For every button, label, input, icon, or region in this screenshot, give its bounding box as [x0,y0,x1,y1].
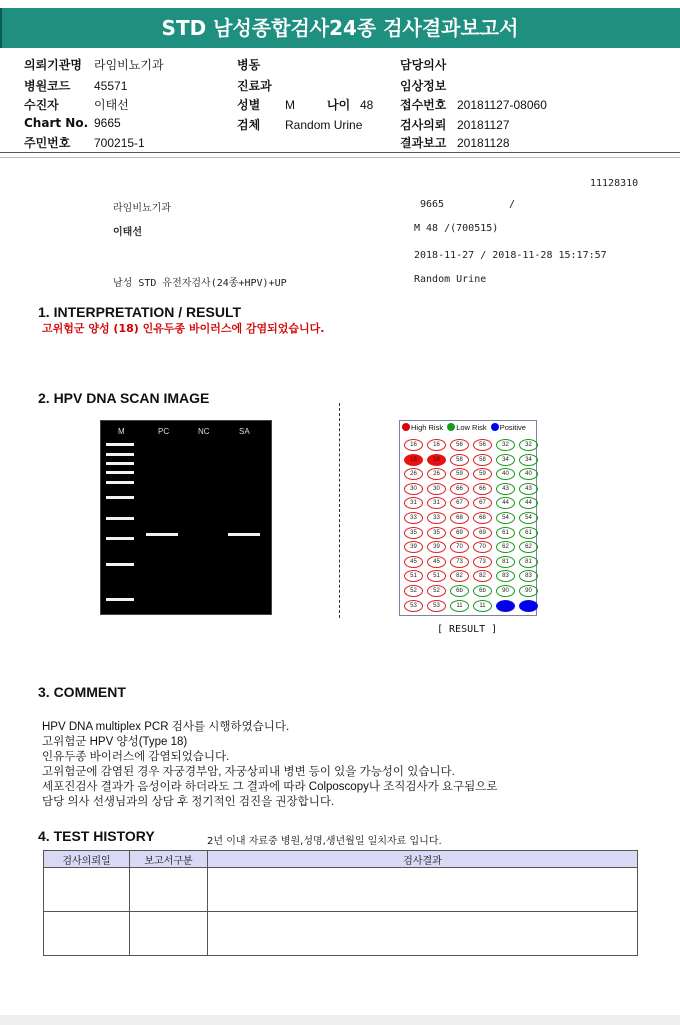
ladder-band [106,462,134,465]
header-department: 진료과 [237,79,272,93]
hpv-type-cell: 34 [519,454,538,466]
sub-dates: 2018-11-27 / 2018-11-28 15:17:57 [414,250,607,261]
hpv-type-cell: 11 [473,600,492,612]
legend-positive: Positive [499,423,526,432]
lane-label-nc: NC [198,427,210,436]
report-title: STD 남성종합검사24종 검사결과보고서 [0,8,680,48]
hpv-type-cell: 16 [404,439,423,451]
hpv-type-cell: 69 [473,527,492,539]
pc-band [146,533,178,536]
hpv-type-cell: 39 [404,541,423,553]
hpv-type-cell: 54 [496,512,515,524]
lane-label-pc: PC [158,427,170,436]
hpv-type-cell: 81 [519,556,538,568]
hpv-type-cell: 66 [450,483,469,495]
hpv-type-cell: 53 [427,600,446,612]
grid-legend [402,423,526,432]
hpv-type-cell: 30 [404,483,423,495]
hpv-type-cell: 53 [404,600,423,612]
ladder-band [106,471,134,474]
ladder-band [106,517,134,520]
hpv-type-cell: 69 [450,527,469,539]
hpv-type-cell [496,600,515,612]
interpretation-result: 고위험군 양성 (18) 인유두종 바이러스에 감염되었습니다. [42,322,325,335]
header-divider [0,152,680,153]
section-comment-title: 3. COMMENT [38,684,126,700]
title-accent [0,8,2,48]
hpv-type-cell: 82 [450,570,469,582]
hpv-type-cell: 73 [450,556,469,568]
comment-line: 세포진검사 결과가 음성이라 하더라도 그 결과에 따라 Colposcopy나 조직검사가 요구됨으로 [42,781,498,793]
lane-label-sa: SA [239,427,250,436]
lane-label-m: M [118,427,125,436]
hpv-type-cell: 35 [427,527,446,539]
history-header-result: 검사결과 [208,851,638,868]
history-note: 2년 이내 자료중 병원,성명,생년월일 일치자료 입니다. [207,836,442,847]
hpv-type-cell: 39 [427,541,446,553]
hpv-type-cell: 40 [519,468,538,480]
hpv-type-cell: 26 [404,468,423,480]
sub-chart: 9665 [420,199,445,210]
legend-high-risk: High Risk [411,423,444,432]
hpv-type-cell: 59 [450,468,469,480]
hpv-type-cell: 43 [519,483,538,495]
ladder-band [106,563,134,566]
hpv-type-cell: 90 [496,585,515,597]
low-risk-dot-icon [447,423,455,431]
header-request-date: 검사의뢰 20181127 [400,118,510,132]
hpv-result-grid [399,420,537,616]
ladder-band [106,496,134,499]
hpv-type-cell: 33 [427,512,446,524]
positive-dot-icon [491,423,499,431]
hpv-type-cell: 70 [473,541,492,553]
hpv-type-cell: 44 [496,497,515,509]
ladder-band [106,453,134,456]
high-risk-dot-icon [402,423,410,431]
sub-clinic: 라임비뇨기과 [113,203,171,214]
ladder-band [106,443,134,446]
hpv-type-cell: 18 [404,454,423,466]
hpv-type-cell: 6b [450,585,469,597]
hpv-type-cell: 32 [496,439,515,451]
hpv-type-cell: 18 [427,454,446,466]
hpv-type-cell: 56 [450,439,469,451]
hpv-type-cell: 83 [519,570,538,582]
comment-line: 고위험군에 감염된 경우 자궁경부암, 자궁상피내 병변 등이 있을 가능성이 있습니다. [42,766,455,778]
hpv-type-cell: 34 [496,454,515,466]
hpv-type-cell [519,600,538,612]
footer-band [0,1015,680,1025]
hpv-type-cell: 68 [473,512,492,524]
hpv-type-cell: 30 [427,483,446,495]
comment-line: 인유두종 바이러스에 감염되었습니다. [42,751,230,763]
header-sex: 성별 M [237,98,295,112]
hpv-type-cell: 54 [519,512,538,524]
header-specimen: 검체 Random Urine [237,118,363,132]
comment-line: 담당 의사 선생님과의 상담 후 정기적인 검진을 권장합니다. [42,796,335,808]
hpv-type-cell: 56 [473,439,492,451]
header-divider-secondary [0,157,680,158]
header-clinical-info: 임상정보 [400,79,447,93]
hpv-type-cell: 51 [404,570,423,582]
result-caption: [ RESULT ] [437,624,498,635]
table-row [44,868,638,912]
sub-specimen: Random Urine [414,274,487,285]
header-receipt-no: 접수번호 20181127-08060 [400,98,547,112]
hpv-type-cell: 83 [496,570,515,582]
hpv-type-cell: 33 [404,512,423,524]
header-clinic: 의뢰기관명 라임비뇨기과 [24,58,164,72]
hpv-type-cell: 11 [450,600,469,612]
header-age: 나이 48 [327,98,374,112]
hpv-type-cell: 81 [496,556,515,568]
header-report-date: 결과보고 20181128 [400,136,510,150]
hpv-type-cell: 45 [427,556,446,568]
sub-patient: 이태선 [113,227,142,238]
hpv-type-cell: 58 [473,454,492,466]
hpv-type-cell: 16 [427,439,446,451]
history-header-report-type: 보고서구분 [130,851,208,868]
hpv-type-cell: 31 [427,497,446,509]
legend-low-risk: Low Risk [456,423,487,432]
comment-text [42,720,497,810]
sub-test-name: 남성 STD 유전자검사(24종+HPV)+UP [113,278,287,289]
hpv-type-cell: 62 [496,541,515,553]
hpv-type-cell: 31 [404,497,423,509]
hpv-type-cell: 51 [427,570,446,582]
section-scan-image-title: 2. HPV DNA SCAN IMAGE [38,390,210,406]
table-row [44,912,638,956]
hpv-type-cell: 62 [519,541,538,553]
sub-slash: / [509,199,516,210]
header-resident-no: 주민번호 700215-1 [24,136,145,150]
section-interpretation-title: 1. INTERPRETATION / RESULT [38,304,242,320]
hpv-type-cell: 6b [473,585,492,597]
ladder-band [106,537,134,540]
hpv-type-cell: 61 [496,527,515,539]
hpv-type-cell: 45 [404,556,423,568]
header-hospital-code: 병원코드 45571 [24,79,128,93]
hpv-type-cell: 67 [473,497,492,509]
ladder-band [106,481,134,484]
hpv-type-cell: 26 [427,468,446,480]
hpv-type-cell: 59 [473,468,492,480]
hpv-type-cell: 82 [473,570,492,582]
hpv-type-cell: 66 [473,483,492,495]
hpv-type-cell: 58 [450,454,469,466]
hpv-type-cell: 68 [450,512,469,524]
hpv-type-cell: 73 [473,556,492,568]
hpv-type-cell: 32 [519,439,538,451]
header-doctor: 담당의사 [400,58,447,72]
hpv-type-cell: 70 [450,541,469,553]
hpv-type-cell: 67 [450,497,469,509]
hpv-type-cell: 43 [496,483,515,495]
sa-band [228,533,260,536]
history-header-request-date: 검사의뢰일 [44,851,130,868]
section-history-title: 4. TEST HISTORY [38,828,155,844]
history-table [43,850,638,956]
comment-line: HPV DNA multiplex PCR 검사를 시행하였습니다. [42,721,290,733]
hpv-type-cell: 40 [496,468,515,480]
header-ward: 병동 [237,58,261,72]
image-divider [339,403,340,618]
comment-line: 고위험군 HPV 양성(Type 18) [42,736,188,748]
hpv-type-cell: 90 [519,585,538,597]
hpv-type-cell: 52 [404,585,423,597]
hpv-type-cell: 61 [519,527,538,539]
hpv-type-cell: 35 [404,527,423,539]
report-code: 11128310 [590,178,639,189]
hpv-type-cell: 52 [427,585,446,597]
hpv-type-cell: 44 [519,497,538,509]
header-patient: 수진자 이태선 [24,98,129,112]
header-chart-no: Chart No. 9665 [24,116,121,130]
sub-sex-age: M 48 /(700515) [414,223,499,234]
ladder-band [106,598,134,601]
gel-electrophoresis-image [100,420,272,615]
